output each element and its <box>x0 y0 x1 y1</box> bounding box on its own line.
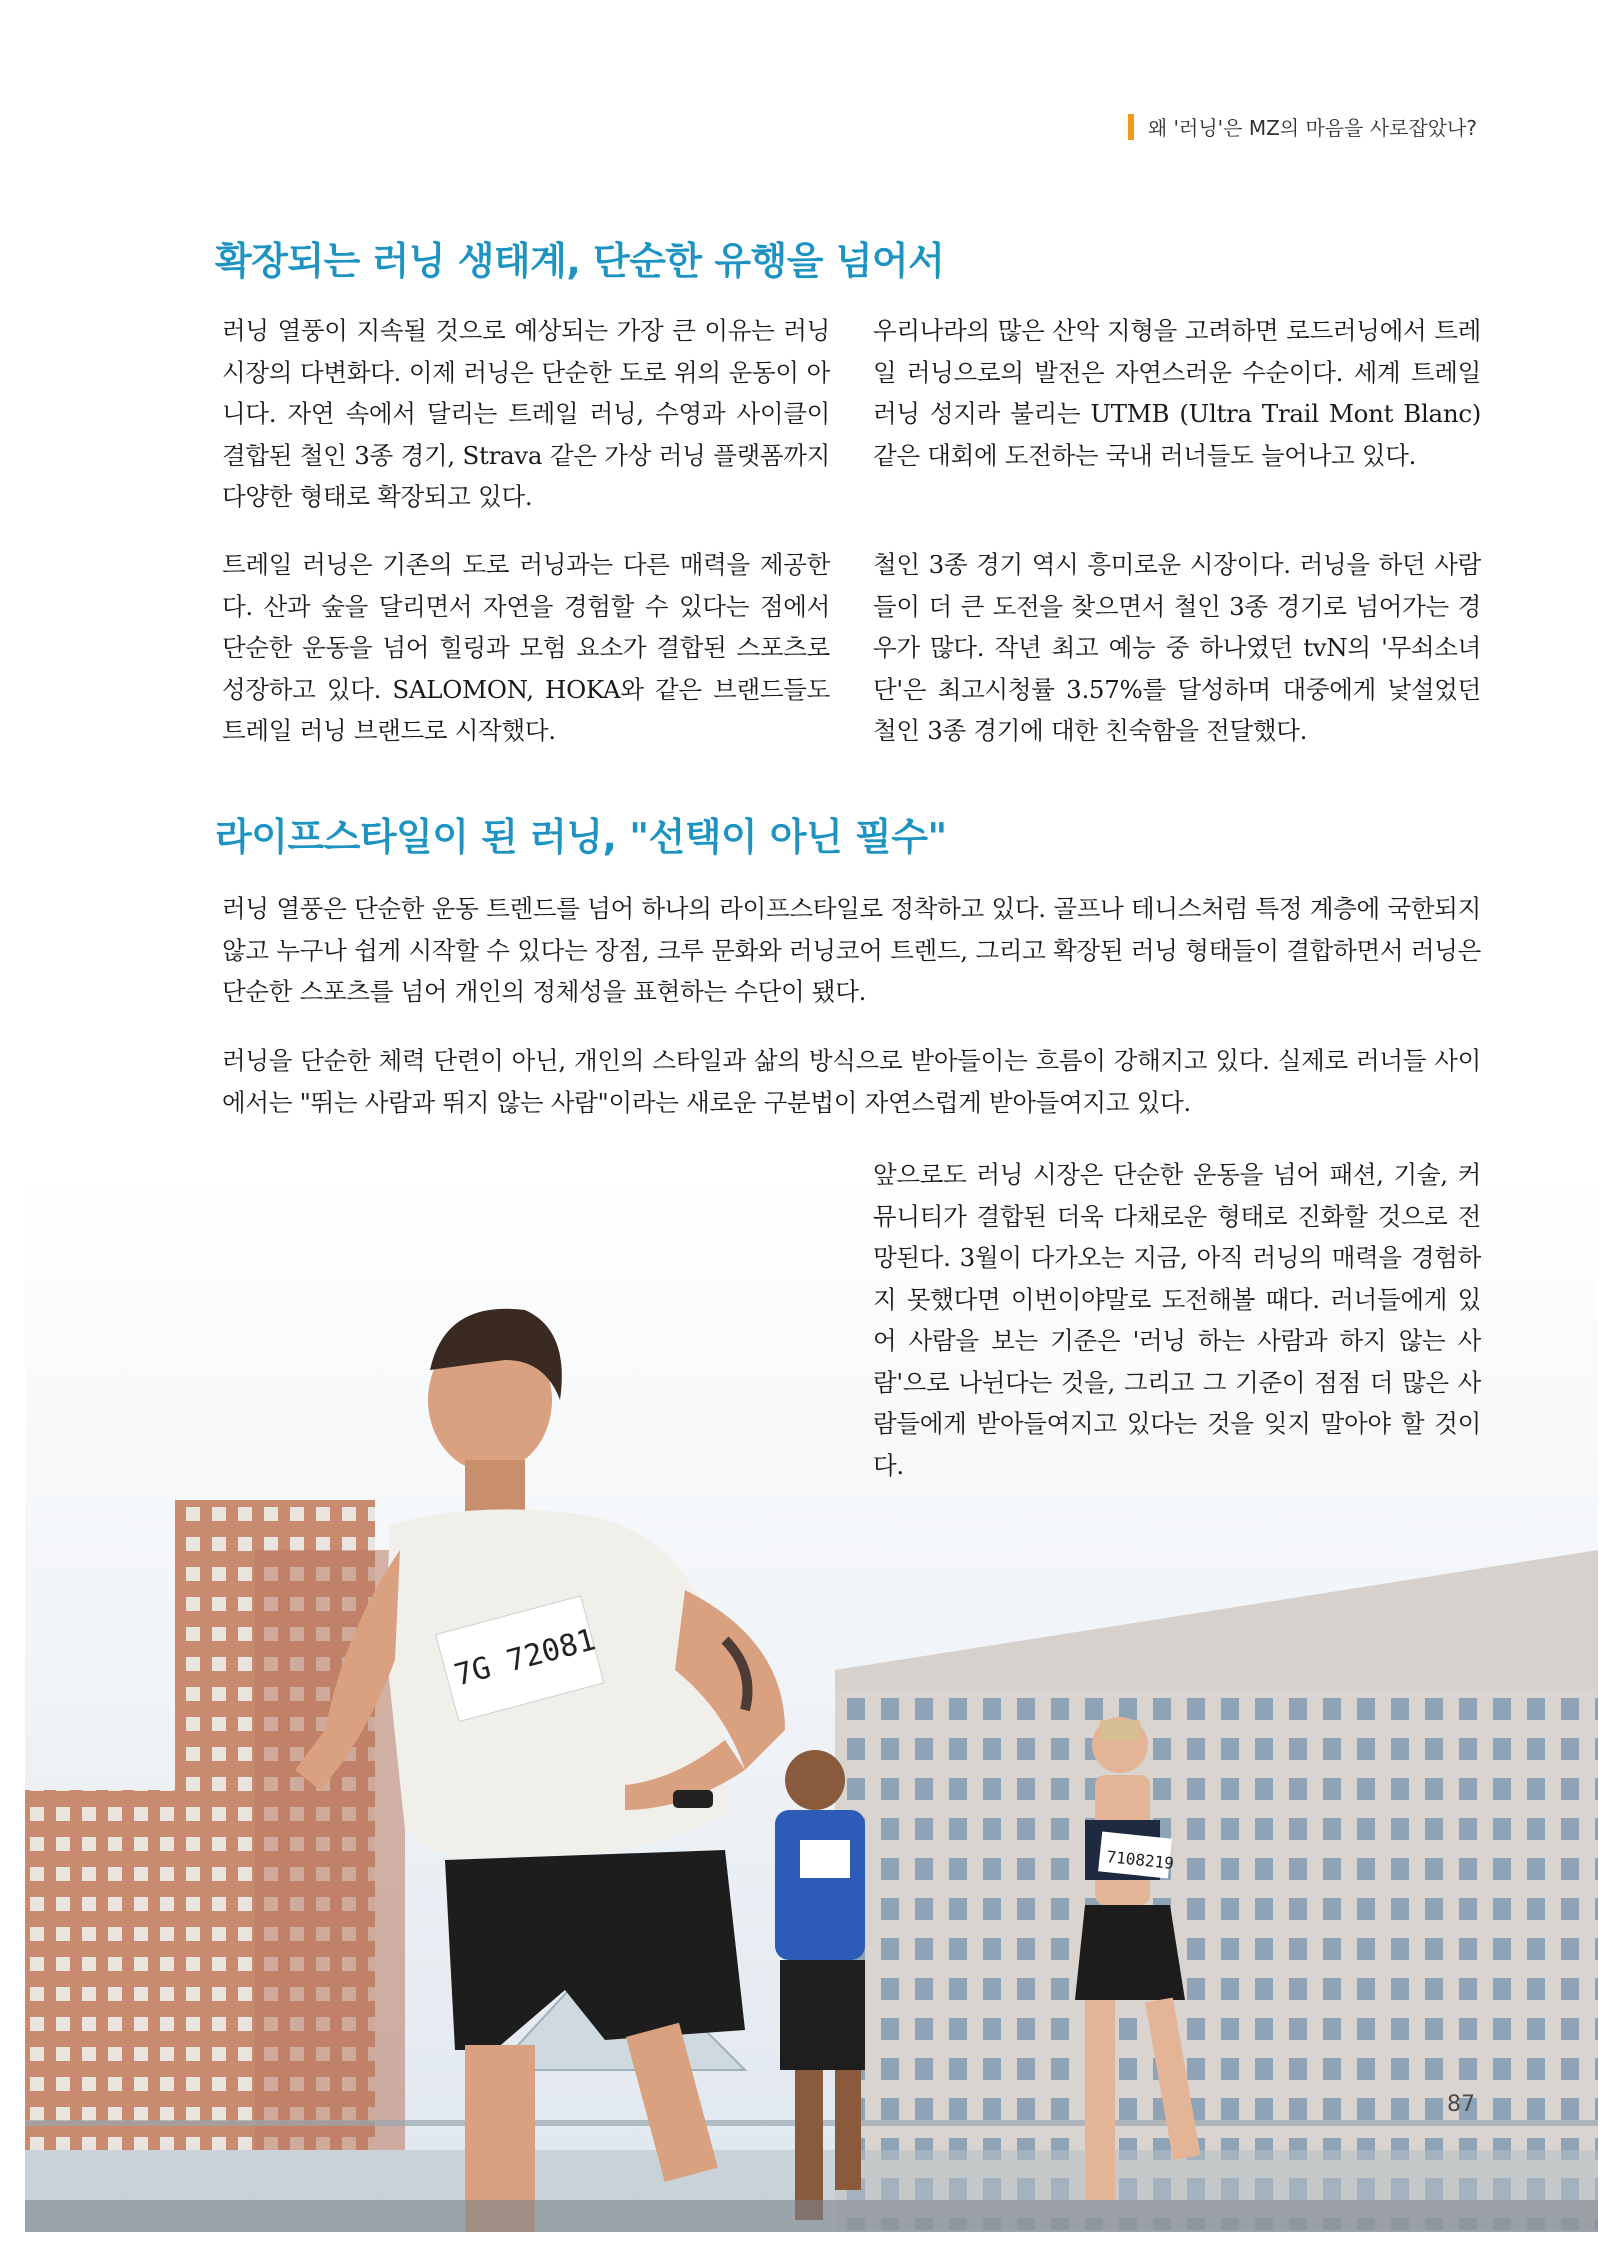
office-building <box>835 1550 1598 2230</box>
paragraph: 앞으로도 러닝 시장은 단순한 운동을 넘어 패션, 기술, 커뮤니티가 결합된 더욱 다채로운 형태로 진화할 것으로 전망된다. 3월이 다가오는 지금, 아직 러닝의 매력을 경험하지 못했다면 이번이야말로 도전해볼 때다. 러너들에게 있어 사람을 보는 기준은 '러닝 하는 사람과 하지 않는 사람'으로 나뉜다는 것을, 그리고 그 기준이 점점 더 많은 사람들에게 받아들여지고 있다는 것을 잊지 말아야 할 것이다. <box>873 1160 1481 1480</box>
paragraph: 철인 3종 경기 역시 흥미로운 시장이다. 러닝을 하던 사람들이 더 큰 도전을 찾으면서 철인 3종 경기로 넘어가는 경우가 많다. 작년 최고 예능 중 하나였던 tvN의 '무쇠소녀단'은 최고시청률 3.57%를 달성하며 대중에게 낯설었던 철인 3종 경기에 대한 친숙함을 전달했다. <box>873 550 1481 745</box>
paragraph: 러닝 열풍은 단순한 운동 트렌드를 넘어 하나의 라이프스타일로 정착하고 있다. 골프나 테니스처럼 특정 계층에 국한되지 않고 누구나 쉽게 시작할 수 있다는 장점, 크루 문화와 러닝코어 트렌드, 그리고 확장된 러닝 형태들이 결합하면서 러닝은 단순한 스포츠를 넘어 개인의 정체성을 표현하는 수단이 됐다. <box>222 894 1481 1006</box>
bib-main: 7G 72081 <box>450 1622 600 1694</box>
section-heading-lifestyle: 라이프스타일이 된 러닝, "선택이 아닌 필수" <box>215 815 947 859</box>
section-heading-ecosystem: 확장되는 러닝 생태계, 단순한 유행을 넘어서 <box>215 239 945 283</box>
running-title: 왜 '러닝'은 MZ의 마음을 사로잡았나? <box>1147 116 1477 140</box>
accent-bar <box>1128 114 1134 140</box>
bib-woman: 7108219 <box>1105 1847 1175 1874</box>
paragraph: 트레일 러닝은 기존의 도로 러닝과는 다른 매력을 제공한다. 산과 숲을 달리면서 자연을 경험할 수 있다는 점에서 단순한 운동을 넘어 힐링과 모험 요소가 결합된 스포츠로 성장하고 있다. SALOMON, HOKA와 같은 브랜드들도 트레일 러닝 브랜드로 시작했다. <box>222 550 830 745</box>
paragraph: 러닝을 단순한 체력 단련이 아닌, 개인의 스타일과 삶의 방식으로 받아들이는 흐름이 강해지고 있다. 실제로 러너들 사이에서는 "뛰는 사람과 뛰지 않는 사람"이라는 새로운 구분법이 자연스럽게 받아들여지고 있다. <box>222 1046 1481 1117</box>
page-number: 87 <box>1447 2092 1475 2117</box>
watch <box>673 1790 713 1808</box>
paragraph: 러닝 열풍이 지속될 것으로 예상되는 가장 큰 이유는 러닝 시장의 다변화다. 이제 러닝은 단순한 도로 위의 운동이 아니다. 자연 속에서 달리는 트레일 러닝, 수영과 사이클이 결합된 철인 3종 경기, Strava 같은 가상 러닝 플랫폼까지 다양한 형태로 확장되고 있다. <box>222 316 830 511</box>
running-header <box>1128 112 1477 141</box>
paragraph: 우리나라의 많은 산악 지형을 고려하면 로드러닝에서 트레일 러닝으로의 발전은 자연스러운 수순이다. 세계 트레일 러닝 성지라 불리는 UTMB (Ultra Trail Mont Blanc) 같은 대회에 도전하는 국내 러너들도 늘어나고 있다. <box>873 316 1481 470</box>
